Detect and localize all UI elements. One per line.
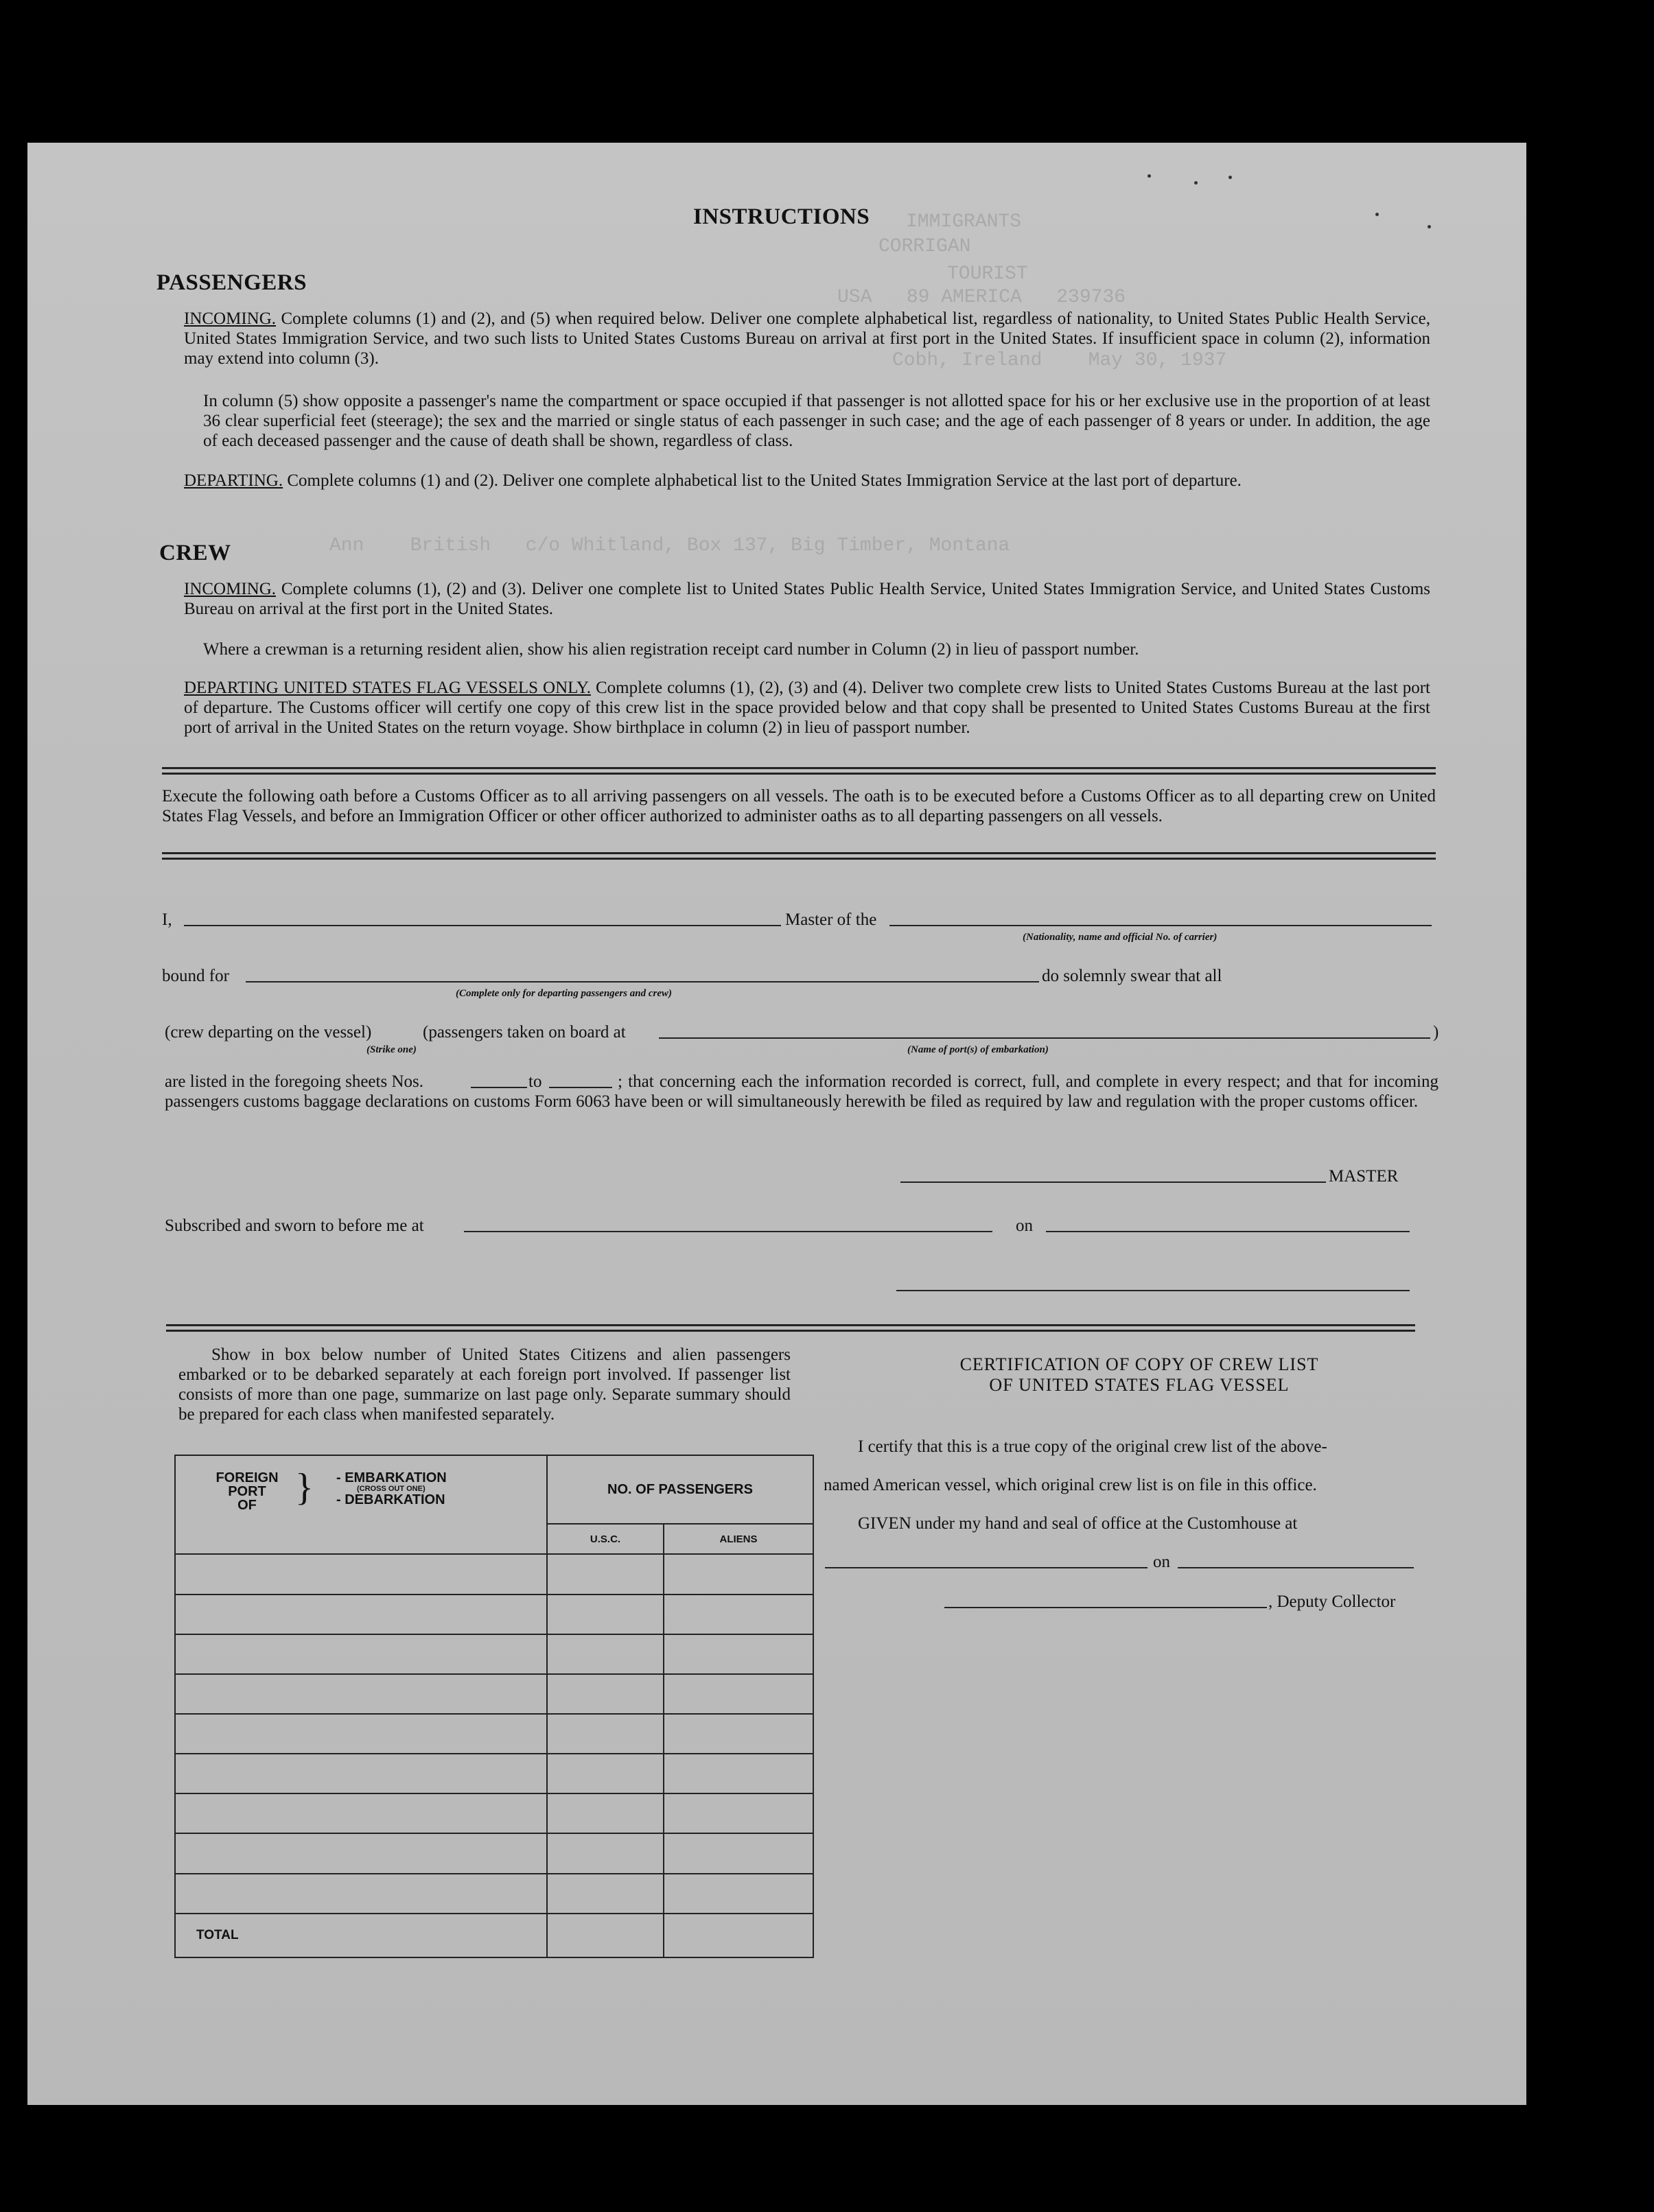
certification-line-1: I certify that this is a true copy of the original crew list of the above- <box>858 1437 1327 1456</box>
passengers-heading: PASSENGERS <box>156 270 307 295</box>
port-cell[interactable] <box>175 1714 547 1754</box>
usc-cell[interactable] <box>547 1674 664 1714</box>
usc-cell[interactable] <box>547 1833 664 1873</box>
passengers-incoming-label: INCOMING. <box>184 309 277 328</box>
carrier-field[interactable] <box>889 925 1432 926</box>
port-cell[interactable] <box>175 1634 547 1674</box>
table-row <box>175 1554 813 1594</box>
aliens-cell[interactable] <box>664 1793 813 1833</box>
embarkation-debarkation-label <box>336 1471 447 1507</box>
port-cell[interactable] <box>175 1793 547 1833</box>
master-name-field[interactable] <box>184 925 781 926</box>
usc-cell[interactable] <box>547 1714 664 1754</box>
no-of-passengers-header: NO. OF PASSENGERS <box>547 1455 813 1524</box>
table-row <box>175 1674 813 1714</box>
table-row <box>175 1754 813 1793</box>
cross-out-note: (CROSS OUT ONE) <box>357 1485 426 1493</box>
embarkation-port-note: (Name of port(s) of embarkation) <box>907 1044 1049 1055</box>
table-row <box>175 1874 813 1914</box>
aliens-cell[interactable] <box>664 1595 813 1634</box>
master-signature-field[interactable] <box>900 1181 1326 1183</box>
usc-cell[interactable] <box>547 1793 664 1833</box>
speck <box>1194 181 1198 185</box>
certification-on-label: on <box>1153 1553 1170 1571</box>
table-row <box>175 1793 813 1833</box>
aliens-cell[interactable] <box>664 1554 813 1594</box>
officer-signature-field[interactable] <box>896 1290 1410 1291</box>
subscribed-label: Subscribed and sworn to before me at <box>165 1216 424 1235</box>
bound-for-label: bound for <box>162 967 229 985</box>
crew-incoming-paragraph <box>184 579 1430 619</box>
crew-resident-paragraph: Where a crewman is a returning resident alien, show his alien registration receipt card number in Column (2) in lieu of passport number. <box>203 640 1139 659</box>
bound-for-field[interactable] <box>246 981 1039 983</box>
passenger-summary-table <box>174 1455 814 1958</box>
foreign-label: FOREIGN <box>216 1470 279 1485</box>
embarkation-port-field[interactable] <box>659 1037 1430 1039</box>
usc-cell[interactable] <box>547 1634 664 1674</box>
foreign-port-of-label <box>216 1471 279 1512</box>
section-divider <box>162 767 1436 775</box>
aliens-cell[interactable] <box>664 1754 813 1793</box>
total-aliens-cell[interactable] <box>664 1914 813 1957</box>
page-title: INSTRUCTIONS <box>693 204 870 229</box>
section-divider <box>166 1324 1415 1332</box>
usc-cell[interactable] <box>547 1554 664 1594</box>
customhouse-place-field[interactable] <box>825 1567 1148 1568</box>
passengers-taken-option: (passengers taken on board at <box>423 1023 626 1042</box>
debarkation-label: - DEBARKATION <box>336 1492 445 1507</box>
embarkation-label: - EMBARKATION <box>336 1470 447 1485</box>
passengers-departing-text: Complete columns (1) and (2). Deliver one complete alphabetical list to the United States Immigration Service at the last port of departure. <box>287 471 1242 490</box>
carrier-note: (Nationality, name and official No. of carrier) <box>1023 932 1218 943</box>
section-divider <box>162 852 1436 860</box>
total-row <box>175 1914 813 1957</box>
crew-departing-label: DEPARTING UNITED STATES FLAG VESSELS ONLY. <box>184 679 591 697</box>
bound-for-note: (Complete only for departing passengers and crew) <box>456 988 672 999</box>
table-row <box>175 1714 813 1754</box>
certification-title-2: OF UNITED STATES FLAG VESSEL <box>989 1375 1290 1395</box>
crew-incoming-text: Complete columns (1), (2) and (3). Deliver one complete list to United States Public Health Service, United States Immigration Service, and United States Customs Bureau on arrival at the first port in the United States. <box>184 580 1431 618</box>
port-label: PORT <box>228 1484 266 1499</box>
port-cell[interactable] <box>175 1595 547 1634</box>
speck <box>1148 174 1151 178</box>
master-of-the-label: Master of the <box>785 910 877 929</box>
master-label: MASTER <box>1329 1167 1399 1186</box>
aliens-cell[interactable] <box>664 1674 813 1714</box>
bleed-through-text: IMMIGRANTS <box>906 211 1022 233</box>
aliens-cell[interactable] <box>664 1833 813 1873</box>
passengers-departing-label: DEPARTING. <box>184 471 283 490</box>
port-cell[interactable] <box>175 1833 547 1873</box>
strike-one-note: (Strike one) <box>366 1044 417 1055</box>
certification-date-field[interactable] <box>1178 1567 1414 1568</box>
passengers-incoming-text: Complete columns (1) and (2), and (5) when required below. Deliver one complete alphabetical list, regardless of nationality, to United States Public Health Service, United States Immigration Service, and two such lists to United States Customs Bureau on arrival at first port in the United States. If insufficient space in column (2), information may extend into column (3). <box>184 309 1431 368</box>
table-row <box>175 1595 813 1634</box>
port-cell[interactable] <box>175 1554 547 1594</box>
port-cell[interactable] <box>175 1754 547 1793</box>
crew-departing-paragraph <box>184 678 1430 738</box>
crew-departing-option: (crew departing on the vessel) <box>165 1023 372 1042</box>
sworn-on-label: on <box>1016 1216 1033 1235</box>
certification-title-1: CERTIFICATION OF COPY OF CREW LIST <box>959 1354 1319 1374</box>
aliens-cell[interactable] <box>664 1874 813 1914</box>
oath-statement: ; that concerning each the information recorded is correct, full, and complete in every respect; and that for incoming passengers customs baggage declarations on customs Form 6063 have been or will simultaneously herewith be filed as required by law and regulation with the proper customs officer. <box>165 1072 1438 1111</box>
usc-cell[interactable] <box>547 1595 664 1634</box>
deputy-collector-label: , Deputy Collector <box>1268 1592 1396 1611</box>
passengers-incoming-paragraph <box>184 309 1430 368</box>
sheets-label: are listed in the foregoing sheets Nos. <box>165 1072 423 1091</box>
passengers-departing-paragraph <box>184 471 1430 491</box>
crew-incoming-label: INCOMING. <box>184 580 277 598</box>
deputy-collector-signature-field[interactable] <box>944 1607 1267 1608</box>
bleed-through-text: Cobh, Ireland May 30, 1937 <box>892 350 1227 371</box>
usc-cell[interactable] <box>547 1754 664 1793</box>
of-label: OF <box>237 1498 257 1513</box>
crew-departing-text: Complete columns (1), (2), (3) and (4). Deliver two complete crew lists to United States Customs Bureau at the last port of departure. The Customs officer will certify one copy of this crew list in the space provided below and that copy shall be presented to United States Customs Bureau at the first port of arrival in the United States on the return voyage. Show birthplace in column (2) in lieu of passport number. <box>184 679 1431 737</box>
speck <box>1375 213 1379 216</box>
table-row <box>175 1634 813 1674</box>
bleed-through-text: Ann British c/o Whitland, Box 137, Big Timber, Montana <box>329 535 1010 556</box>
crew-heading: CREW <box>159 541 231 565</box>
passengers-column5-paragraph: In column (5) show opposite a passenger's name the compartment or space occupied if that passenger is not allotted space for his or her exclusive use in the proportion of at least 36 clear superficial feet (steerage); the sex and the married or single status of each passenger in such case; and the age of each passenger of 8 years or under. In addition, the age of each deceased passenger and the cause of death shall be shown, regardless of class. <box>203 392 1430 450</box>
sworn-date-field[interactable] <box>1046 1231 1410 1232</box>
oath-instructions: Execute the following oath before a Customs Officer as to all arriving passengers on all vessels. The oath is to be executed before a Customs Officer as to all departing crew on United States Flag Vessels, and before an Immigration Officer or other officer authorized to administer oaths as to all departing passengers on all vessels. <box>162 787 1436 825</box>
oath-i-label: I, <box>162 910 172 929</box>
summary-instructions: Show in box below number of United States Citizens and alien passengers embarked or to be debarked separately at each foreign port involved. If passenger list consists of more than one page, summarize on last page only. Separate summary should be prepared for each class when manifested separately. <box>178 1345 791 1424</box>
aliens-cell[interactable] <box>664 1634 813 1674</box>
sheets-to-label: to <box>528 1072 542 1091</box>
close-paren: ) <box>1433 1023 1439 1042</box>
bleed-through-text: TOURIST <box>947 263 1028 285</box>
speck <box>1428 225 1431 228</box>
usc-cell[interactable] <box>547 1874 664 1914</box>
bleed-through-text: USA 89 AMERICA 239736 <box>837 287 1126 308</box>
bleed-through-text: CORRIGAN <box>878 236 971 257</box>
total-label: TOTAL <box>175 1914 547 1957</box>
aliens-header: ALIENS <box>664 1524 813 1554</box>
form-sheet <box>27 143 1526 2105</box>
sworn-place-field[interactable] <box>464 1231 992 1232</box>
speck <box>1228 176 1232 179</box>
total-usc-cell[interactable] <box>547 1914 664 1957</box>
swear-label: do solemnly swear that all <box>1042 967 1222 985</box>
port-header-cell <box>175 1455 547 1554</box>
certification-line-2: named American vessel, which original crew list is on file in this office. <box>824 1476 1317 1494</box>
usc-header: U.S.C. <box>547 1524 664 1554</box>
aliens-cell[interactable] <box>664 1714 813 1754</box>
port-cell[interactable] <box>175 1674 547 1714</box>
port-cell[interactable] <box>175 1874 547 1914</box>
brace-icon: } <box>295 1466 314 1509</box>
table-row <box>175 1833 813 1873</box>
certification-line-3: GIVEN under my hand and seal of office at the Customhouse at <box>858 1514 1298 1533</box>
